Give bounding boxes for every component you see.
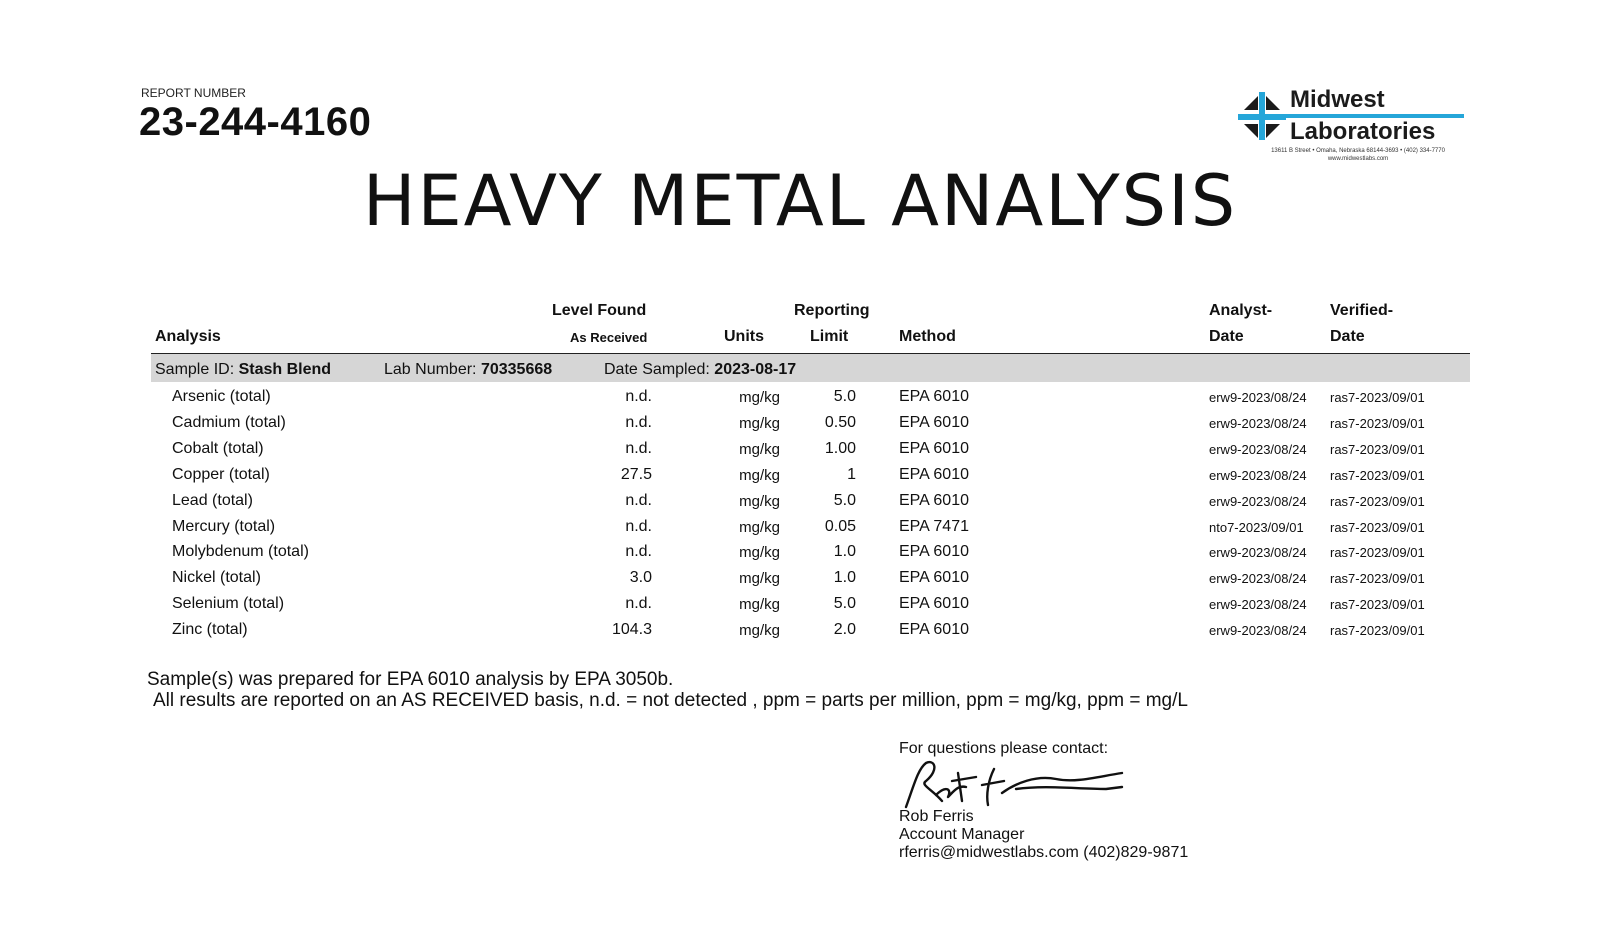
units-cell: mg/kg <box>739 415 780 432</box>
analysis-cell: Molybdenum (total) <box>172 543 309 560</box>
verified-date-cell: ras7-2023/09/01 <box>1330 545 1425 560</box>
verified-date-cell: ras7-2023/09/01 <box>1330 390 1425 405</box>
analyst-date-cell: erw9-2023/08/24 <box>1209 545 1307 560</box>
verified-date-cell: ras7-2023/09/01 <box>1330 571 1425 586</box>
analysis-cell: Selenium (total) <box>172 595 285 612</box>
contact-email-phone: rferris@midwestlabs.com (402)829-9871 <box>899 844 1189 861</box>
reporting-limit-cell: 1 <box>847 466 856 483</box>
units-cell: mg/kg <box>739 570 780 587</box>
method-cell: EPA 6010 <box>899 595 969 612</box>
logo-website: www.midwestlabs.com <box>1327 156 1389 162</box>
lab-number <box>384 361 552 379</box>
reporting-limit-cell: 1.0 <box>833 543 856 560</box>
analysis-cell: Zinc (total) <box>172 621 248 638</box>
page-title: HEAVY METAL ANALYSIS <box>362 160 1238 242</box>
analyst-date-cell: erw9-2023/08/24 <box>1209 390 1307 405</box>
header-analysis: Analysis <box>155 328 221 345</box>
analyst-date-cell: erw9-2023/08/24 <box>1209 416 1307 431</box>
signature-image <box>896 755 1136 815</box>
verified-date-cell: ras7-2023/09/01 <box>1330 623 1425 638</box>
method-cell: EPA 6010 <box>899 543 969 560</box>
report-number: 23-244-4160 <box>139 100 372 144</box>
logo-text-line1: Midwest <box>1290 86 1385 113</box>
analysis-cell: Lead (total) <box>172 492 253 509</box>
logo-text-line2: Laboratories <box>1290 118 1436 145</box>
contact-name: Rob Ferris <box>899 808 974 825</box>
verified-date-cell: ras7-2023/09/01 <box>1330 494 1425 509</box>
reporting-limit-cell: 5.0 <box>833 492 856 509</box>
header-verified-date: Date <box>1330 328 1365 345</box>
sample-id-label: Sample ID: <box>155 361 235 378</box>
contact-heading: For questions please contact: <box>899 740 1109 757</box>
level-found-cell: n.d. <box>625 414 652 431</box>
reporting-limit-cell: 1.00 <box>824 440 856 457</box>
units-cell: mg/kg <box>739 519 780 536</box>
level-found-cell: 104.3 <box>611 621 652 638</box>
note-preparation: Sample(s) was prepared for EPA 6010 analysis by EPA 3050b. <box>147 669 674 690</box>
method-cell: EPA 6010 <box>899 621 969 638</box>
level-found-cell: n.d. <box>625 543 652 560</box>
level-found-cell: n.d. <box>625 518 652 535</box>
verified-date-cell: ras7-2023/09/01 <box>1330 597 1425 612</box>
analyst-date-cell: erw9-2023/08/24 <box>1209 571 1307 586</box>
verified-date-cell: ras7-2023/09/01 <box>1330 416 1425 431</box>
sample-id-value: Stash Blend <box>238 361 332 378</box>
header-limit: Limit <box>810 328 849 345</box>
report-number-label: REPORT NUMBER <box>141 86 246 100</box>
method-cell: EPA 6010 <box>899 414 969 431</box>
level-found-cell: n.d. <box>625 595 652 612</box>
analyst-date-cell: erw9-2023/08/24 <box>1209 468 1307 483</box>
lab-number-label: Lab Number: <box>384 361 477 378</box>
laboratory-cross-icon <box>1238 90 1286 142</box>
reporting-limit-cell: 0.05 <box>824 518 856 535</box>
verified-date-cell: ras7-2023/09/01 <box>1330 520 1425 535</box>
analyst-date-cell: nto7-2023/09/01 <box>1209 520 1304 535</box>
header-reporting: Reporting <box>794 302 870 319</box>
header-level-found: Level Found <box>552 302 647 319</box>
date-sampled-value: 2023-08-17 <box>714 361 797 378</box>
method-cell: EPA 6010 <box>899 440 969 457</box>
level-found-cell: 3.0 <box>629 569 652 586</box>
reporting-limit-cell: 0.50 <box>824 414 856 431</box>
reporting-limit-cell: 5.0 <box>833 388 856 405</box>
units-cell: mg/kg <box>739 441 780 458</box>
contact-role: Account Manager <box>899 826 1025 843</box>
header-verified: Verified- <box>1330 302 1394 319</box>
level-found-cell: n.d. <box>625 492 652 509</box>
analysis-cell: Cadmium (total) <box>172 414 286 431</box>
analysis-cell: Arsenic (total) <box>172 388 271 405</box>
verified-date-cell: ras7-2023/09/01 <box>1330 468 1425 483</box>
analyst-date-cell: erw9-2023/08/24 <box>1209 442 1307 457</box>
method-cell: EPA 6010 <box>899 492 969 509</box>
units-cell: mg/kg <box>739 596 780 613</box>
method-cell: EPA 7471 <box>899 518 969 535</box>
analysis-cell: Mercury (total) <box>172 518 276 535</box>
logo-address: 13611 B Street • Omaha, Nebraska 68144-3693 • (402) 334-7770 <box>1271 148 1445 154</box>
level-found-cell: 27.5 <box>620 466 652 483</box>
analyst-date-cell: erw9-2023/08/24 <box>1209 623 1307 638</box>
reporting-limit-cell: 1.0 <box>833 569 856 586</box>
analysis-cell: Nickel (total) <box>172 569 261 586</box>
reporting-limit-cell: 2.0 <box>833 621 856 638</box>
analysis-cell: Copper (total) <box>172 466 270 483</box>
date-sampled <box>604 361 796 379</box>
method-cell: EPA 6010 <box>899 466 969 483</box>
reporting-limit-cell: 5.0 <box>833 595 856 612</box>
analyst-date-cell: erw9-2023/08/24 <box>1209 494 1307 509</box>
units-cell: mg/kg <box>739 467 780 484</box>
header-method: Method <box>899 328 956 345</box>
units-cell: mg/kg <box>739 544 780 561</box>
analyst-date-cell: erw9-2023/08/24 <box>1209 597 1307 612</box>
sample-id <box>155 361 331 379</box>
units-cell: mg/kg <box>739 389 780 406</box>
date-sampled-label: Date Sampled: <box>604 361 710 378</box>
header-analyst: Analyst- <box>1209 302 1273 319</box>
header-units: Units <box>724 328 764 345</box>
level-found-cell: n.d. <box>625 388 652 405</box>
analysis-cell: Cobalt (total) <box>172 440 264 457</box>
sample-info-bar <box>151 354 1470 382</box>
units-cell: mg/kg <box>739 493 780 510</box>
method-cell: EPA 6010 <box>899 569 969 586</box>
header-as-received: As Received <box>570 330 648 345</box>
company-logo <box>1238 86 1468 168</box>
verified-date-cell: ras7-2023/09/01 <box>1330 442 1425 457</box>
level-found-cell: n.d. <box>625 440 652 457</box>
lab-number-value: 70335668 <box>480 361 553 378</box>
note-basis: All results are reported on an AS RECEIVED basis, n.d. = not detected , ppm = parts per million, ppm = mg/kg, ppm = mg/L <box>153 690 1188 711</box>
method-cell: EPA 6010 <box>899 388 969 405</box>
header-analyst-date: Date <box>1209 328 1244 345</box>
units-cell: mg/kg <box>739 622 780 639</box>
